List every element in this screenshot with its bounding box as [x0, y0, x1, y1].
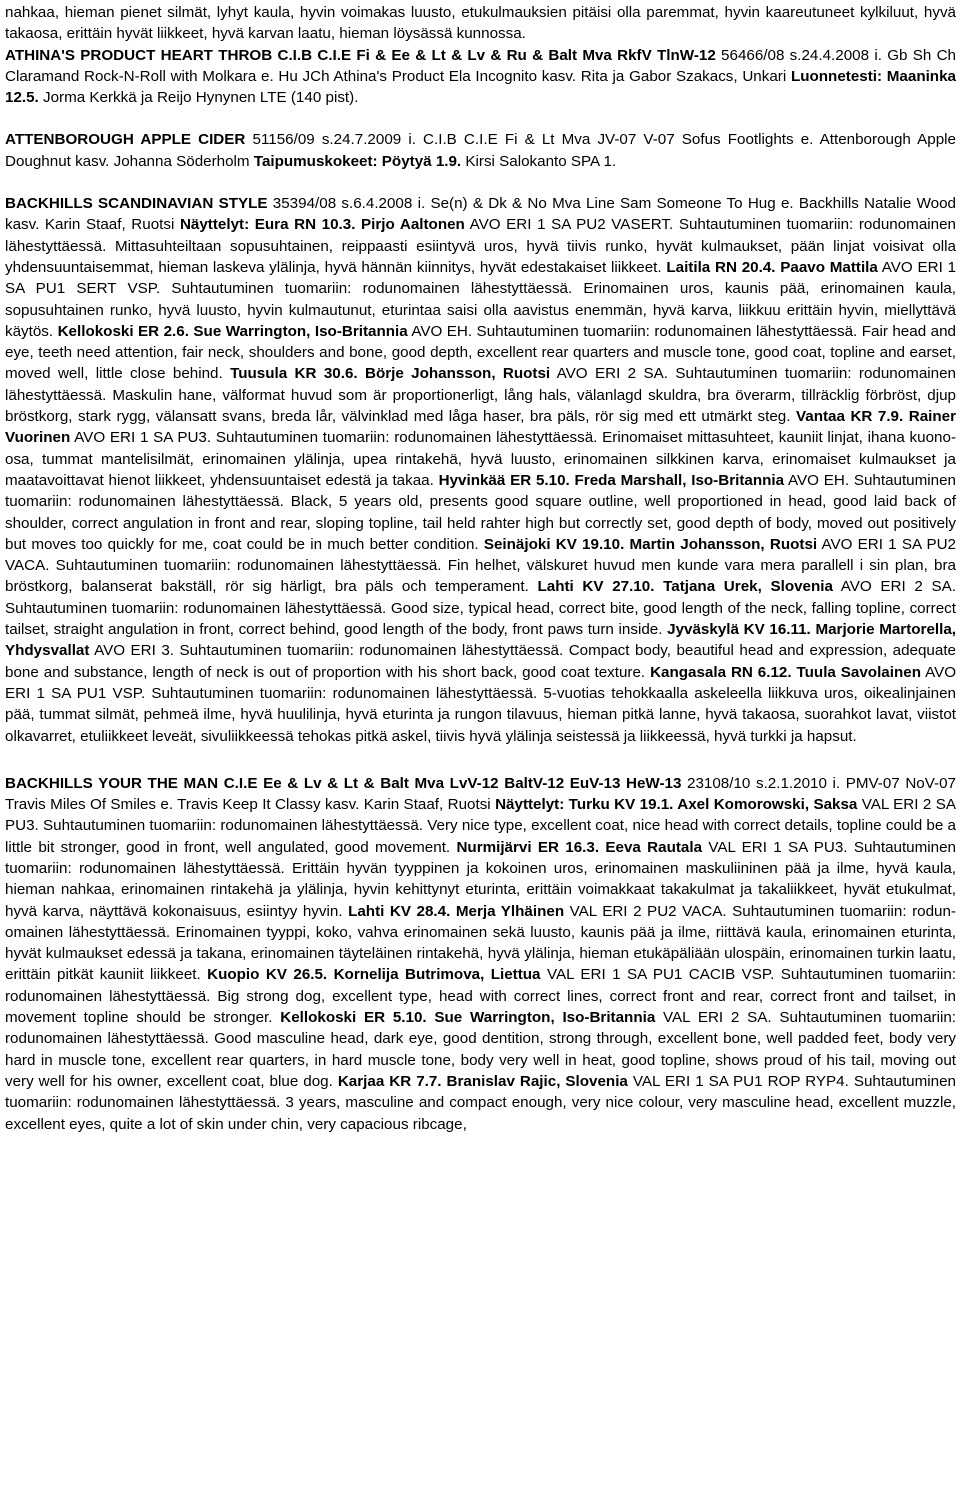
entry-athinas-product-heart-throb — [5, 45, 956, 109]
bold-run: BACKHILLS SCANDINAVIAN STYLE — [5, 195, 268, 213]
bold-run: Laitila RN 20.4. Paavo Mattila — [666, 258, 878, 276]
text-block-athina-continuation — [5, 2, 956, 45]
bold-run: Karjaa KR 7.7. Branislav Rajic, Slovenia — [337, 1072, 628, 1090]
bold-run: Taipumuskokeet: Pöytyä 1.9. — [253, 152, 462, 170]
bold-run: Tuusula KR 30.6. Börje Johansson, Ruotsi — [230, 365, 551, 383]
text-run: AVO ERI 1 SA PU1 SERT VSP. Suhtautuminen tuomariin: rodunomainen lähestyttäessä. Erinomainen uros, kaunis pää, erinomainen kaula, sopusuhtainen runko, hyvä luusto, hyvin kulmautunut, eturintaa saisi olla aavistus enemmän, hyvä karva, liikkuu erittäin hyvin, miellyttävä käytös. — [5, 258, 957, 340]
text-run: AVO ERI 1 SA PU2 VASERT. Suhtautuminen tuomariin: rodunomainen lähestyttäessä. Mittasuhteiltaan sopusuhtainen, reippaasti esiintyvä uros, hyvä tiivis runko, hyvät kulmaukset, pään linjat voisivat olla yhdensuuntaisemmat, hieman laskeva ylälinja, hyvä hännän kiinnitys, hyvät edestakaiset liikkeet. — [5, 216, 956, 276]
bold-run: BACKHILLS YOUR THE MAN C.I.E Ee & Lv & Lt & Balt Mva LvV-12 BaltV-12 EuV-13 HeW-13 — [5, 774, 682, 792]
bold-run: Vantaa KR 7.9. Rainer Vuorinen — [5, 408, 956, 447]
text-run: VAL ERI 2 PU2 VACA. Suhtautuminen tuomariin: rodunomainen lähestyttäessä. Erinomainen tyyppi, koko, vahva erinomainen sekä luusto, kaunis pää ja ilme, riittävä kaula, erinomainen eturinta, hyvät kulmaukset edessä ja takana, erinomainen täyteläinen rintakehä, hyvä ylälinja, hieman etukäpäliään ulospäin, erinomainen turkin laatu, erittäin pitkät kauniit liikkeet. — [5, 902, 956, 984]
text-run: Jorma Kerkkä ja Reijo Hynynen LTE (140 pist). — [38, 89, 359, 107]
text-run: 35394/08 s.6.4.2008 i. Se(n) & Dk & No Mva Line Sam Someone To Hug e. Backhills Natalie Wood kasv. Karin Staaf, Ruotsi — [5, 195, 956, 234]
text-run: AVO EH. Suhtautuminen tuomariin: rodunomainen lähestyttäessä. Fair head and eye, teeth need attention, fair neck, shoulders and bone, good depth, excellent rear quarters and muscle tone, good coat, topline and earset, moved well, little close behind. — [5, 322, 956, 383]
bold-run: ATHINA'S PRODUCT HEART THROB C.I.B C.I.E Fi & Ee & Lt & Lv & Ru & Balt Mva RkfV TlnW-12 — [5, 46, 716, 64]
text-run: 23108/10 s.2.1.2010 i. PMV-07 NoV-07 Travis Miles Of Smiles e. Travis Keep It Classy kasv. Karin Staaf, Ruotsi — [5, 774, 956, 814]
entry-backhills-you-the-man — [5, 773, 956, 1135]
bold-run: Jyväskylä KV 16.11. Marjorie Martorella, Yhdysvallat — [5, 621, 956, 660]
bold-run: Luonnetesti: Maaninka 12.5. — [5, 67, 956, 107]
text-run: AVO ERI 1 SA PU1 VSP. Suhtautuminen tuomariin: rodunomainen lähestyttäessä. 5-vuotias tehokkaalla askeleella liikkuva uros, oikealinjainen pää, tummat silmät, pehmeä ilme, hyvä huulilinja, hyvä eturinta ja rungon tilavuus, hieman pitkä lanne, hyvä takaosa, suorahkot lavat, viistot olkavarret, etuliikkeet leveät, sivuliikkeessä tehokas pitkä askel, tiivis hyvä ylälinja seistessä ja liikkeessä, hyvä turkki ja hapsut. — [5, 663, 957, 745]
text-run: VAL ERI 2 SA PU3. Suhtautuminen tuomariin: rodunomainen lähestyttäessä. Very nice type, excellent coat, nice head with correct details, topline could be a little bit stronger, good in front, well angulated, good movement. — [5, 796, 956, 856]
text-run: AVO ERI 2 SA. Suhtautuminen tuomariin: rodunomainen lähestyttäessä. Maskulin hane, välformat huvud som är proportionerligt, lång hals, välanlagd skuldra, bra överarm, tillräcklig förbröst, djup bröstkorg, stark rygg, välansatt svans, breda lår, välvinklad med låga haser, bra päls, rör sig med ett utmärkt steg. — [5, 365, 956, 426]
text-run: 51156/09 s.24.7.2009 i. C.I.B C.I.E Fi & Lt Mva JV-07 V-07 Sofus Footlights e. Attenborough Apple Doughnut kasv. Johanna Söderholm — [5, 131, 956, 170]
bold-run: Näyttelyt: Eura RN 10.3. Pirjo Aaltonen — [179, 216, 465, 234]
text-run: AVO EH. Suhtautuminen tuomariin: rodunomainen lähestyttäessä. Black, 5 years old, presents good square outline, well proportioned in head, good laid back of shoulder, correct angulation in front and rear, sloping topline, tail held rahter high but correctly set, good depth of body, moved out positively but moves too quickly for me, coat could be in much better condition. — [5, 471, 956, 553]
entry-attenborough-apple-cider — [5, 129, 956, 172]
bold-run: ATTENBOROUGH APPLE CIDER — [5, 131, 246, 149]
bold-run: Lahti KV 27.10. Tatjana Urek, Slovenia — [537, 578, 833, 596]
text-run: VAL ERI 1 SA PU1 ROP RYP4. Suhtautuminen tuomariin: rodunomainen lähestyttäessä. 3 years, masculine and compact enough, very nice colour, very masculine head, excellent muzzle, excellent eyes, quite a lot of skin under chin, very capacious ribcage, — [5, 1072, 956, 1133]
text-run: AVO ERI 1 SA PU3. Suhtautuminen tuomariin: rodunomainen lähestyttäessä. Erinomaiset mittasuhteet, kauniit linjat, ihana kuono-osa, tummat mantelisilmät, erinomainen ylälinja, upea rintakehä, hyvä luusto, erinomainen silkkinen karva, erinomaiset kulmaukset ja maatavoittavat hienot liikkeet, yhdensuuntaiset edestä ja takaa. — [5, 429, 956, 489]
bold-run: Kangasala RN 6.12. Tuula Savolainen — [650, 663, 921, 681]
bold-run: Seinäjoki KV 19.10. Martin Johansson, Ruotsi — [483, 535, 818, 553]
text-run: nahkaa, hieman pienet silmät, lyhyt kaula, hyvin voimakas luusto, etukulmauksien pitäisi olla paremmat, hyvin kaareutuneet kylkiluut, hyvä takaosa, erittäin hyvät liikkeet, hyvä karvan laatu, hieman löysässä kunnossa. — [5, 4, 956, 43]
bold-run: Näyttelyt: Turku KV 19.1. Axel Komorowski, Saksa — [495, 796, 858, 814]
bold-run: Kuopio KV 26.5. Kornelija Butrimova, Liettua — [207, 966, 541, 984]
text-run: VAL ERI 2 SA. Suhtautuminen tuomariin: rodunomainen lähestyttäessä. Good masculine head, dark eye, good dentition, strong through, excellent bone, well padded feet, body very hard in muscle tone, excellent rear quarters, in hard muscle tone, body very well in heat, good topline, shows proud of his tail, moving out very well for his owner, excellent coat, blue dog. — [5, 1009, 956, 1090]
text-run: VAL ERI 1 SA PU1 CACIB VSP. Suhtautuminen tuomariin: rodunomainen lähestyttäessä. Big strong dog, excellent type, head with correct lines, correct front and rear, correct front and tailset, in movement topline should be stronger. — [5, 966, 956, 1027]
bold-run: Kellokoski ER 2.6. Sue Warrington, Iso-Britannia — [57, 322, 408, 340]
bold-run: Lahti KV 28.4. Merja Ylhäinen — [348, 902, 565, 920]
text-run: AVO ERI 2 SA. Suhtautuminen tuomariin: rodunomainen lähestyttäessä. Good size, typical head, correct bite, good length of the neck, falling topline, correct tailset, straight angulation in front, correct behind, good length of the body, front paws turn inside. — [5, 578, 957, 639]
bold-run: Hyvinkää ER 5.10. Freda Marshall, Iso-Britannia — [438, 471, 785, 489]
text-run: Kirsi Salokanto SPA 1. — [461, 152, 617, 170]
text-run: AVO ERI 3. Suhtautuminen tuomariin: rodunomainen lähestyttäessä. Compact body, beautiful head and expression, adequate bone and substance, length of neck is out of proportion with his short back, good coat texture. — [5, 642, 956, 681]
bold-run: Nurmijärvi ER 16.3. Eeva Rautala — [456, 838, 703, 856]
text-run: VAL ERI 1 SA PU3. Suhtautuminen tuomariin: rodunomainen lähestyttäessä. Erittäin hyvän tyyppinen ja kokoinen uros, erinomainen maskuliininen pää ja ilme, hyvä kaula, hieman nahkaa, erinomainen rintakehä ja ylälinja, hyvin kehittynyt eturinta, erittäin voimakkaat takakulmat ja takaliikkeet, hyvät etukulmat, hyvä karva, näyttävä kokonaisuus, esiintyy hyvin. — [5, 838, 956, 920]
text-run: AVO ERI 1 SA PU2 VACA. Suhtautuminen tuomariin: rodunomainen lähestyttäessä. Fin helhet, välskuret huvud men kunde vara mera parallell i sin plan, bra bröstkorg, balanserat bakställ, rör sig härligt, bra päls och temperament. — [5, 535, 956, 596]
bold-run: Kellokoski ER 5.10. Sue Warrington, Iso-Britannia — [280, 1009, 656, 1027]
entry-backhills-scandinavian-style — [5, 193, 956, 747]
text-run: 56466/08 s.24.4.2008 i. Gb Sh Ch Claramand Rock-N-Roll with Molkara e. Hu JCh Athina's Product Ela Incognito kasv. Rita ja Gabor Szakacs, Unkari — [5, 46, 957, 85]
